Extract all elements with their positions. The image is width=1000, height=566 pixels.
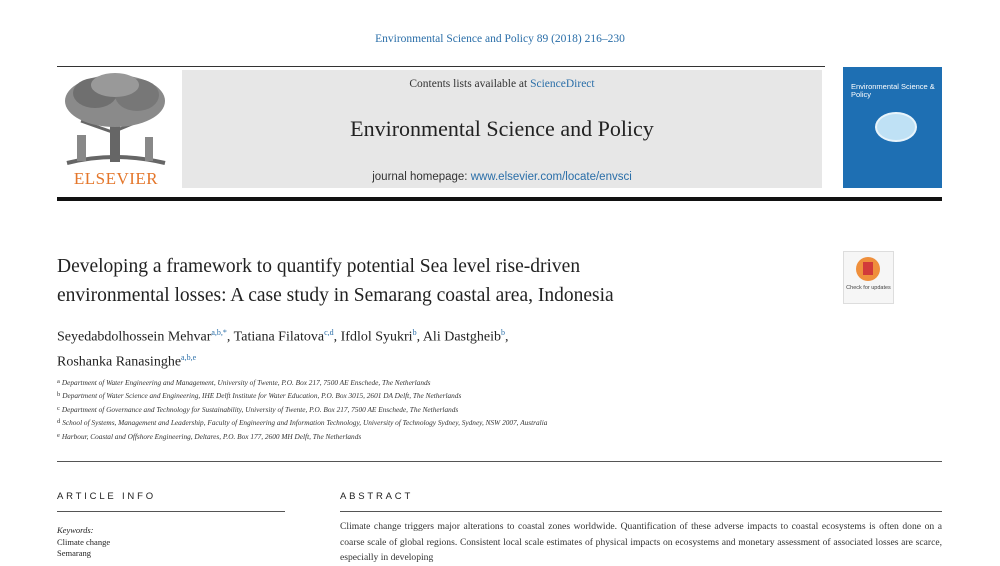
affiliation-item (57, 416, 897, 429)
abstract-heading: ABSTRACT (340, 491, 414, 502)
author-list (57, 323, 837, 372)
contents-prefix: Contents lists available at (409, 78, 531, 90)
affiliations (57, 376, 897, 443)
affiliation-label: c (57, 404, 60, 412)
affiliation-item (57, 376, 897, 389)
abstract-text: Climate change triggers major alterations to coastal zones worldwide. Quantification of these adverse impacts to coastal ecosystems is often done on a coarse scale of global regions. Consistent local scale estimates of physical impacts on ecosystems and monetary assessment of associated losses are scarce, especially in developing (340, 521, 942, 564)
author-affiliation-marker[interactable]: b (500, 328, 505, 337)
check-for-updates-button[interactable] (843, 251, 894, 304)
affiliation-text: Harbour, Coastal and Offshore Engineering, Deltares, P.O. Box 177, 2600 MH Delft, The Netherlands (61, 431, 362, 441)
tree-logo-icon (57, 71, 175, 169)
homepage-link[interactable]: www.elsevier.com/locate/envsci (470, 171, 632, 183)
article-info-rule (57, 511, 285, 512)
journal-citation[interactable]: Environmental Science and Policy 89 (2018) 216–230 (375, 33, 625, 45)
author-separator: , (226, 329, 234, 345)
affiliation-text: Department of Governance and Technology for Sustainability, University of Twente, P.O. Box 217, 7500 AE Enschede, The Netherlands (61, 404, 459, 414)
affiliation-label: a (57, 378, 60, 385)
author-separator: , (333, 329, 341, 345)
author-affiliation-marker[interactable]: a,b,* (211, 328, 227, 337)
keywords-block (57, 525, 110, 560)
author-separator: , (416, 329, 423, 345)
homepage-prefix: journal homepage: (372, 171, 471, 183)
sciencedirect-link[interactable]: ScienceDirect (530, 78, 595, 90)
journal-header-box (182, 70, 822, 188)
author-affiliation-marker[interactable]: b (412, 328, 417, 337)
keywords-label: Keywords: (57, 525, 94, 535)
elsevier-wordmark: ELSEVIER (73, 169, 159, 188)
affiliation-text: School of Systems, Management and Leadership, Faculty of Engineering and Information Technology, University of Technology Sydney, Sydney, NSW 2007, Australia (62, 418, 548, 428)
author-name[interactable]: Ali Dastgheib (422, 329, 501, 345)
globe-icon (875, 112, 917, 142)
elsevier-logo[interactable] (57, 71, 175, 189)
bookmark-icon (863, 262, 873, 275)
cover-title: Environmental Science & Policy (851, 82, 935, 99)
affiliation-text: Department of Water Science and Engineering, IHE Delft Institute for Water Education, P.O. Box 3015, 2601 DA Delft, The Netherlands (62, 391, 462, 401)
article-title (57, 252, 817, 310)
journal-cover-thumbnail[interactable] (843, 67, 942, 188)
article-info-heading: ARTICLE INFO (57, 491, 156, 502)
keyword-item[interactable]: Semarang (57, 548, 91, 558)
affiliation-label: e (57, 431, 60, 439)
affiliation-label: d (57, 418, 61, 426)
affiliation-text: Department of Water Engineering and Management, University of Twente, P.O. Box 217, 7500 AE Enschede, The Netherlands (61, 378, 431, 387)
author-affiliation-marker[interactable]: a,b,e (181, 352, 197, 362)
affiliation-label: b (57, 391, 61, 399)
journal-name: Environmental Science and Policy (350, 116, 654, 141)
author-name[interactable]: Ifdlol Syukri (340, 329, 413, 345)
contents-available (182, 78, 822, 90)
journal-homepage (182, 171, 822, 183)
title-line-1: Developing a framework to quantify potential Sea level rise-driven (57, 256, 581, 277)
affiliation-item (57, 389, 897, 402)
keyword-item[interactable]: Climate change (57, 536, 111, 547)
author-affiliation-marker[interactable]: c,d (324, 328, 334, 337)
author-name[interactable]: Tatiana Filatova (233, 329, 325, 345)
header-bottom-rule (57, 197, 942, 201)
check-updates-label: Check for updates (846, 285, 891, 291)
author-separator: , (504, 329, 509, 345)
affiliation-item (57, 403, 897, 416)
author-name[interactable]: Roshanka Ranasinghe (57, 354, 182, 370)
header-top-rule (57, 66, 825, 67)
affiliation-item (57, 430, 897, 443)
title-line-2: environmental losses: A case study in Semarang coastal area, Indonesia (57, 285, 614, 306)
author-name[interactable]: Seyedabdolhossein Mehvar (57, 329, 212, 345)
section-divider (57, 461, 942, 462)
abstract-rule (340, 511, 942, 512)
